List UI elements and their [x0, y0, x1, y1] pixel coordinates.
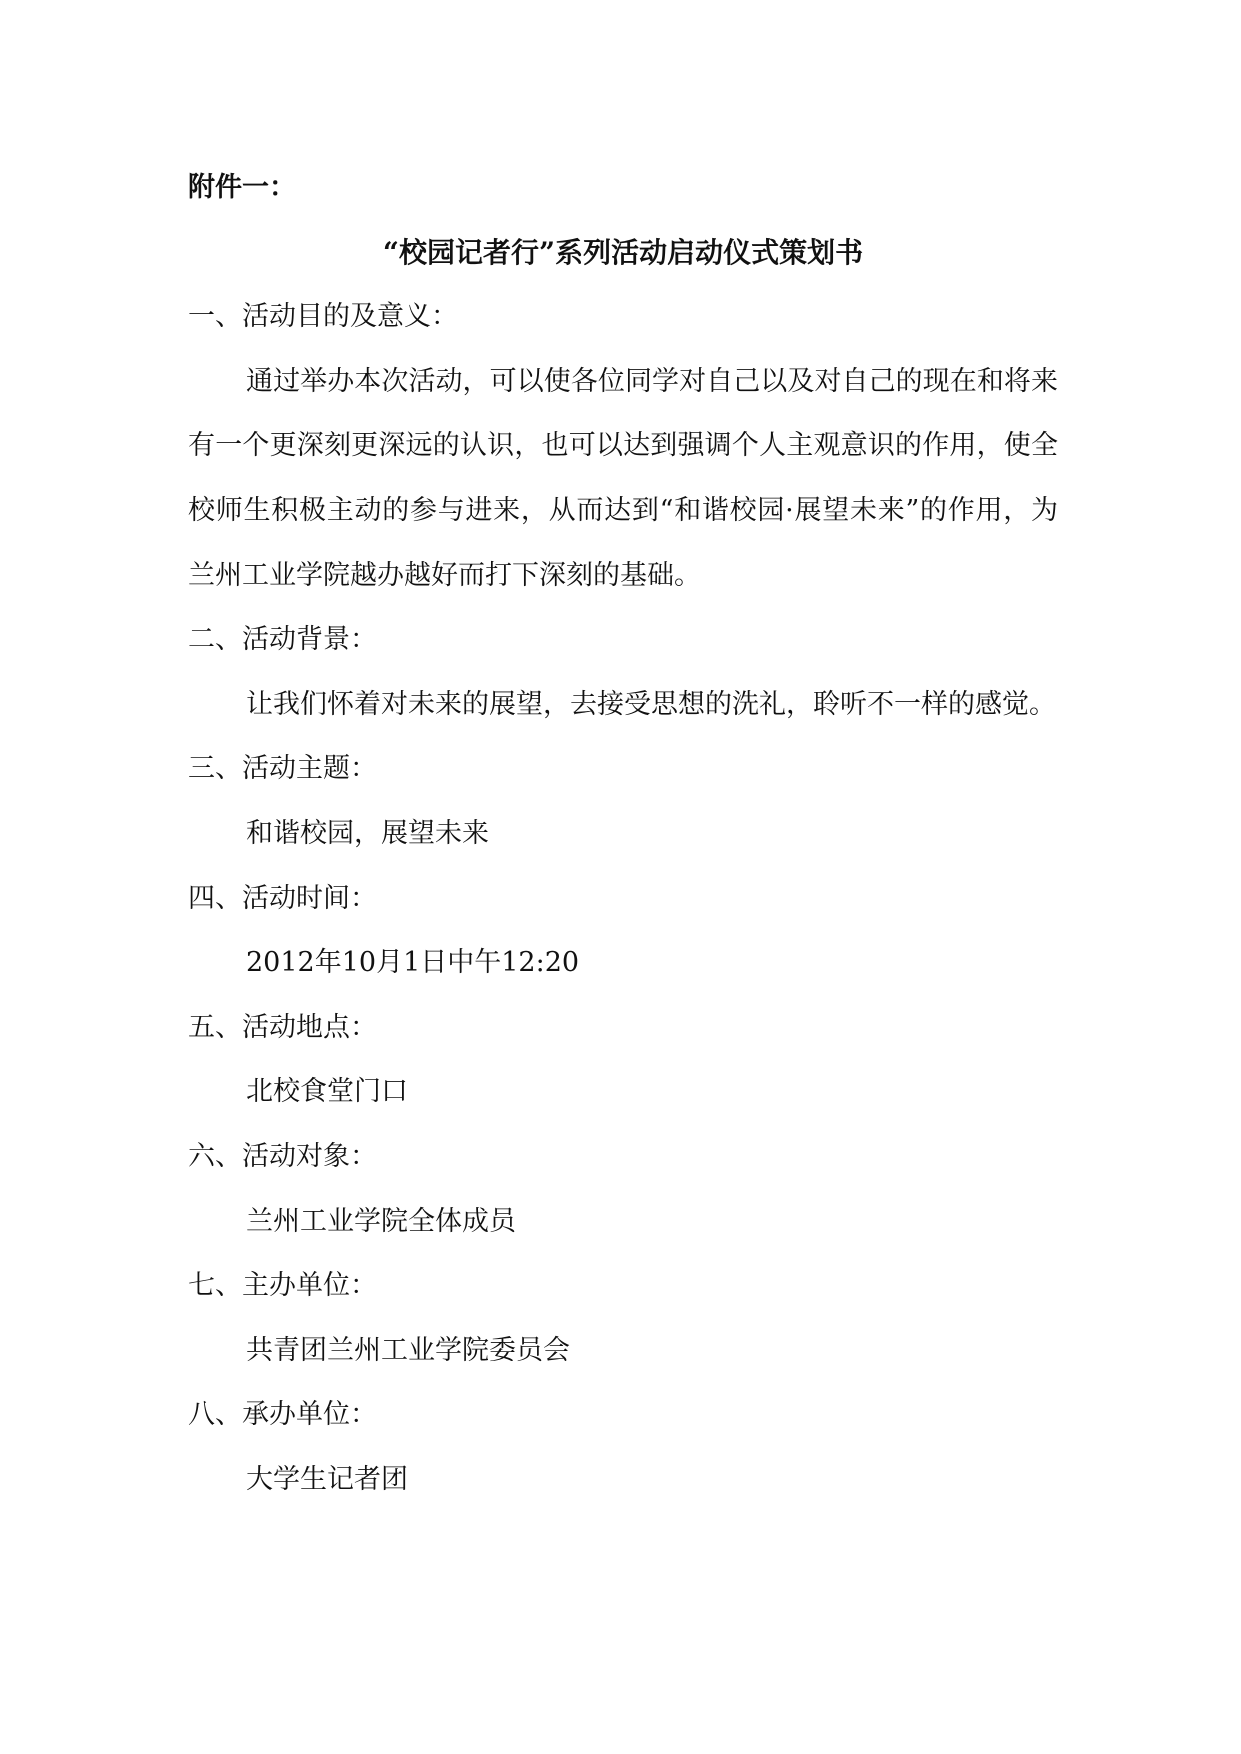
section-heading-place: 五、活动地点： [188, 1011, 377, 1043]
section-body-background: 让我们怀着对未来的展望，去接受思想的洗礼，聆听不一样的感觉。 [246, 688, 1056, 720]
section-heading-background: 二、活动背景： [188, 624, 377, 656]
section-body-theme: 和谐校园，展望未来 [246, 817, 489, 849]
document-title: “校园记者行”系列活动启动仪式策划书 [382, 235, 864, 269]
section-heading-executor: 八、承办单位： [188, 1399, 377, 1431]
section-body-organizer: 共青团兰州工业学院委员会 [246, 1334, 570, 1366]
section-heading-purpose: 一、活动目的及意义： [188, 301, 458, 333]
section-body-audience: 兰州工业学院全体成员 [246, 1205, 516, 1237]
section-body-executor: 大学生记者团 [246, 1463, 408, 1495]
section-body-place: 北校食堂门口 [246, 1076, 408, 1108]
annex-label: 附件一： [188, 172, 296, 203]
section-body-purpose: 通过举办本次活动，可以使各位同学对自己以及对自己的现在和将来有一个更深刻更深远的认识，也可以达到强调个人主观意识的作用，使全校师生积极主动的参与进来，从而达到“和谐校园·展望未来”的作用，为兰州工业学院越办越好而打下深刻的基础。 [188, 365, 1058, 591]
section-heading-time: 四、活动时间： [188, 882, 377, 914]
section-heading-organizer: 七、主办单位： [188, 1270, 377, 1302]
section-body-time: 2012年10月1日中午12:20 [246, 947, 580, 979]
section-heading-theme: 三、活动主题： [188, 753, 377, 785]
document-body [188, 156, 1058, 1512]
section-heading-audience: 六、活动对象： [188, 1140, 377, 1172]
